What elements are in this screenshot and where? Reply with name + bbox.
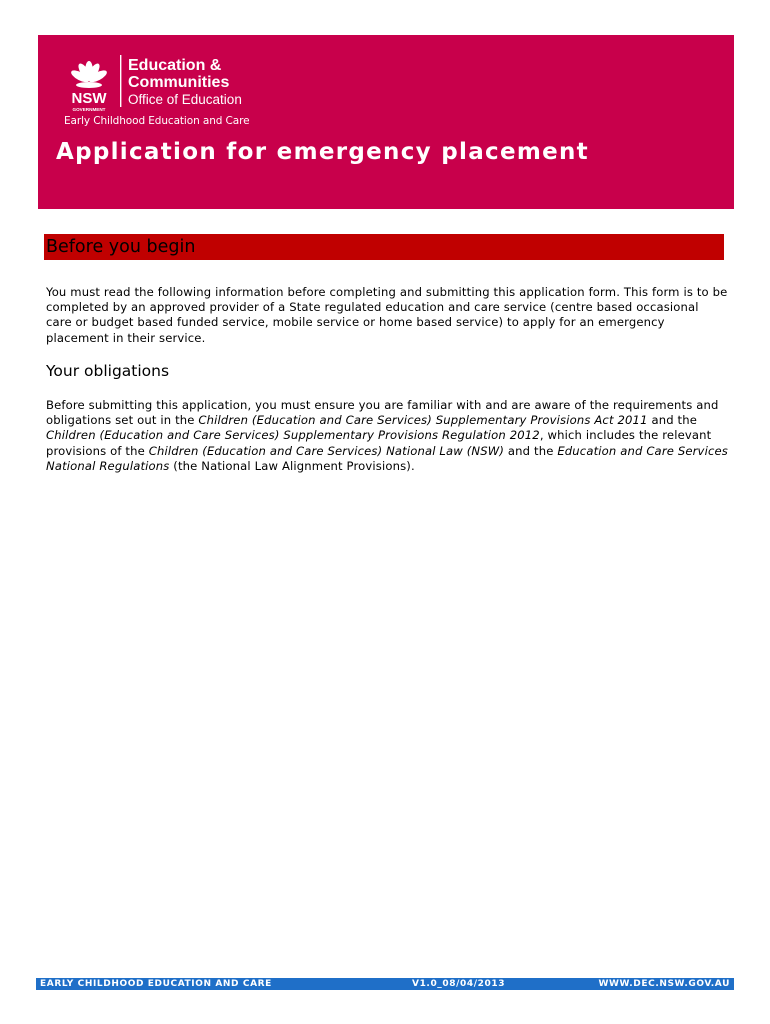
intro-paragraph: You must read the following information before completing and submitting this application form. This form is to be completed by an approved provider of a State regulated education and care service (centre based occasional care or budget based funded service, mobile service or home based service) to apply for an emergency placement in their service. — [46, 285, 728, 345]
footer-version: V1.0_08/04/2013 — [412, 979, 506, 989]
obligations-heading: Your obligations — [46, 362, 170, 380]
logo-line-2: Communities — [128, 74, 230, 91]
header-banner — [38, 35, 734, 209]
page-title: Application for emergency placement — [56, 139, 589, 165]
act-title: Children (Education and Care Services) Supplementary Provisions Act 2011 — [198, 413, 648, 428]
footer-website-link[interactable]: WWW.DEC.NSW.GOV.AU — [598, 979, 730, 989]
national-regulations-title: Education and Care Services National Regulations — [46, 443, 728, 473]
logo-line-3: Office of Education — [128, 92, 242, 107]
footer-left-text: EARLY CHILDHOOD EDUCATION AND CARE — [40, 979, 272, 989]
section-heading: Before you begin — [44, 234, 724, 260]
obligations-paragraph: Before submitting this application, you must ensure you are familiar with and are aware of the requirements and obligations set out in the Children (Education and Care Services) Supplementary Provisions Act 2011 and the Children (Education and Care Services) Supplementary Provisions Regulation 2012, which includes the relevant provisions of the Children (Education and Care Services) National Law (NSW) and the Education and Care Services National Regulations (the National Law Alignment Provisions). — [46, 398, 728, 473]
regulation-title: Children (Education and Care Services) Supplementary Provisions Regulation 2012 — [46, 428, 540, 443]
banner-subtitle: Early Childhood Education and Care — [64, 115, 250, 127]
nsw-text: NSW — [71, 90, 107, 107]
national-law-title: Children (Education and Care Services) National Law (NSW) — [148, 443, 505, 458]
footer-bar — [36, 978, 734, 990]
waratah-icon — [69, 61, 108, 88]
logo-line-1: Education & — [128, 57, 222, 74]
government-text: GOVERNMENT — [72, 107, 106, 112]
